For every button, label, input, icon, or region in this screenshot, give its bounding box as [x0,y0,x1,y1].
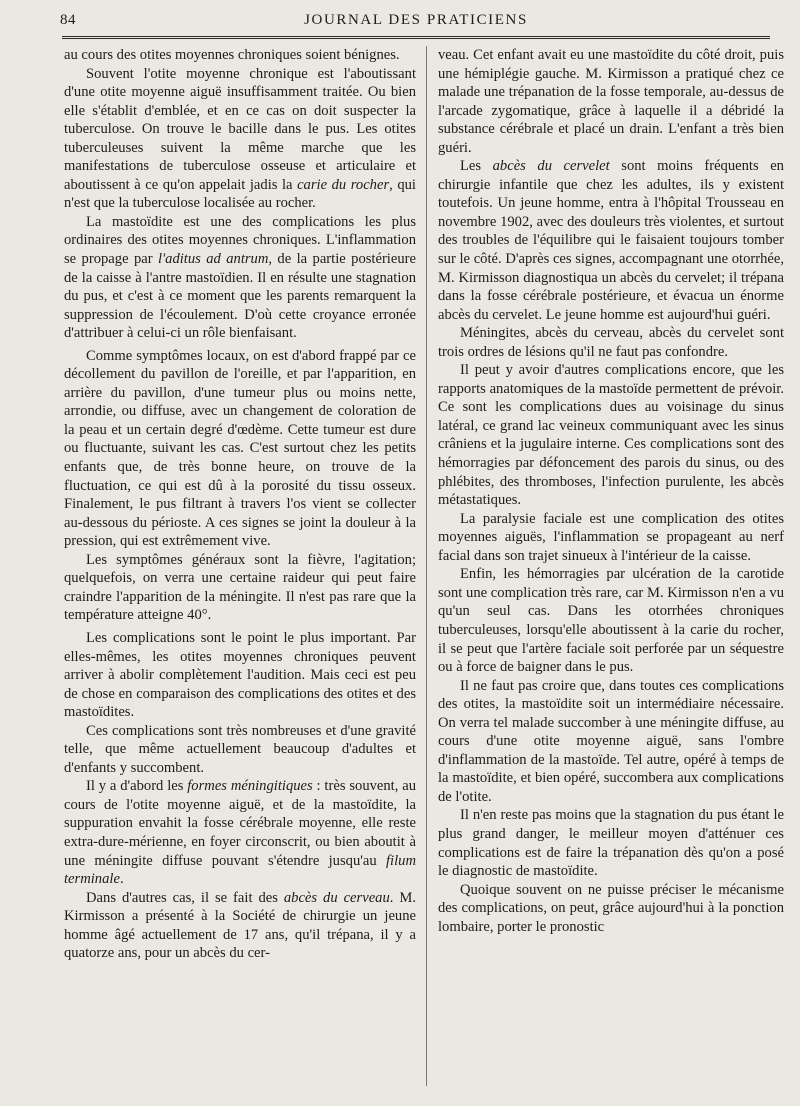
right-column [438,46,784,1096]
paragraph: Ces complications sont très nombreuses et d'une gravité telle, que même actuellement beaucoup d'adultes et d'enfants y succombent. [64,722,416,776]
column-divider [426,46,427,1086]
paragraph: Il n'en reste pas moins que la stagnation du pus étant le plus grand danger, le meilleur moyen d'atténuer ces complications est de faire la trépanation dès qu'on a posé le diagnostic de mastoïdite. [438,807,784,880]
page-header [60,12,772,34]
paragraph: La paralysie faciale est une complication des otites moyennes aiguës, l'inflammation se propageant au nerf facial dans son trajet sinueux à l'intérieur de la caisse. [438,510,784,564]
paragraph: Les complications sont le point le plus important. Par elles-mêmes, les otites moyennes chroniques peuvent arriver à abolir complètement l'audition. Mais ceci est peu de chose en comparaison des complications des otites et des mastoïdites. [64,629,416,721]
left-column [64,46,416,1096]
header-rule [62,36,770,39]
paragraph: Il ne faut pas croire que, dans toutes ces complications des otites, la mastoïdite soit un intermédiaire nécessaire. On verra tel malade succomber à une méningite diffuse, au cours d'une otite moyenne aiguë, sans l'ombre d'inflammation de la mastoïde. Tel autre, opéré à temps de la mastoïdite, et bien opéré, succombera aux complications de l'otite. [438,677,784,805]
paragraph: Quoique souvent on ne puisse préciser le mécanisme des complications, on peut, grâce aujourd'hui à la ponction lombaire, porter le pronostic [438,881,784,935]
running-title: JOURNAL DES PRATICIENS [304,12,528,28]
paragraph: Méningites, abcès du cerveau, abcès du cervelet sont trois ordres de lésions qu'il ne faut pas confondre. [438,325,784,360]
paragraph: Comme symptômes locaux, on est d'abord frappé par ce décollement du pavillon de l'oreille, et par l'apparition, en arrière du pavillon, d'une tumeur plus ou moins nette, arrondie, ou diffuse, avec un changement de coloration de la peau et un certain degré d'œdème. Cette tumeur est dure ou fluctuante, suivant les cas. C'est surtout chez les petits enfants que, de très bonne heure, on trouve de la fluctuation, ce qui est dû à la porosité du tissu osseux. Finalement, le pus filtrant à travers l'os vient se collecter au-dessous du périoste. A ces signes se joint la douleur à la pression, qui est extrêmement vive. [64,347,416,550]
paragraph: veau. Cet enfant avait eu une mastoïdite du côté droit, puis une hémiplégie gauche. M. Kirmisson a pratiqué chez ce malade une trépanation de la fosse temporale, au-dessus de l'arcade zygomatique, grâce à laquelle il a débridé la substance cérébrale et placé un drain. L'enfant a très bien guéri. [438,47,784,156]
paragraph: Dans d'autres cas, il se fait des abcès du cerveau. M. Kirmisson a présenté à la Société de chirurgie un jeune homme âgé actuellement de 17 ans, qu'il trépana, il y a quatorze ans, pour un abcès du cer- [64,889,416,962]
paragraph: Enfin, les hémorragies par ulcération de la carotide sont une complication très rare, car M. Kirmisson n'en a vu qu'un seul cas. Dans les otorrhées chroniques tuberculeuses, lorsqu'elle aboutissent à la carie du rocher, il se peut que l'artère faciale soit perforée par un séquestre ou à force de baigner dans le pus. [438,566,784,676]
paragraph: Les abcès du cervelet sont moins fréquents en chirurgie infantile que chez les adultes, ils y existent toutefois. Un jeune homme, entra à l'hôpital Trousseau en novembre 1902, avec des douleurs très violentes, et surtout des troubles de l'équilibre qui le faisaient toujours tomber sur le côté. D'après ces signes, accompagnant une otorrhée, M. Kirmisson diagnostiqua un abcès du cervelet; il trépana dans la fosse cérébrale postérieure, et évacua un énorme abcès du cervelet. Le jeune homme est aujourd'hui guéri. [438,158,784,323]
page-number: 84 [60,12,76,28]
paragraph: Il peut y avoir d'autres complications encore, que les rapports anatomiques de la mastoïde permettent de prévoir. Ce sont les complications dues au voisinage du sinus latéral, ce grand lac veineux communiquant avec les sinus crâniens et la jugulaire interne. Ces complications sont des hémorragies par défoncement des parois du sinus, ou des phlébites, des thromboses, l'infection purulente, les abcès métastatiques. [438,362,784,509]
paragraph: La mastoïdite est une des complications les plus ordinaires des otites moyennes chroniques. L'inflammation se propage par l'aditus ad antrum, de la partie postérieure de la caisse à l'antre mastoïdien. Il en résulte une stagnation du pus, et c'est à ce moment que les parents remarquent la suppression de l'écoulement. D'où cette croyance erronée d'attribuer à celui-ci un rôle bienfaisant. [64,213,416,342]
paragraph: Les symptômes généraux sont la fièvre, l'agitation; quelquefois, on verra une certaine raideur qui peut faire craindre l'apparition de la méningite. Il n'est pas rare que la température atteigne 40°. [64,551,416,624]
paragraph: Il y a d'abord les formes méningitiques : très souvent, au cours de l'otite moyenne aiguë, et de la mastoïdite, la suppuration envahit la fosse cérébrale moyenne, elle reste extra-dure-mérienne, en foyer circonscrit, ou bien aboutit à une méningite diffuse pouvant s'étendre jusqu'au filum terminale. [64,778,416,888]
paragraph: Souvent l'otite moyenne chronique est l'aboutissant d'une otite moyenne aiguë insuffisamment traitée. Ou bien elle s'établit d'emblée, et en ce cas on doit suspecter la tuberculose. On trouve le bacille dans le pus. Les otites tuberculeuses suivent la même marche que les manifestations de tuberculose osseuse et articulaire et aboutissent à ce qu'on appelait jadis la carie du rocher, qui n'est que la tuberculose localisée au rocher. [64,65,416,212]
paragraph: au cours des otites moyennes chroniques soient bénignes. [64,47,400,63]
